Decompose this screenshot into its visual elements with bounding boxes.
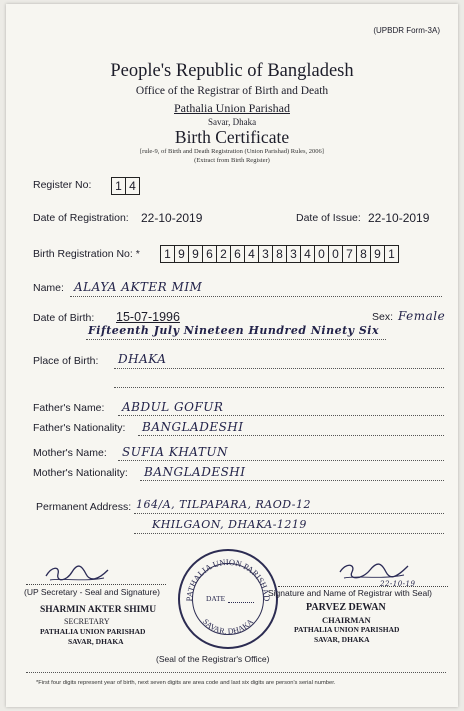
birth-reg-digit: 0 [314,245,329,263]
place-of-birth-value: DHAKA [118,352,167,366]
registration-date-label: Date of Registration: [33,212,129,224]
mothers-name-value: SUFIA KHATUN [122,445,228,459]
fathers-nationality-label: Father's Nationality: [33,422,126,434]
register-digit: 4 [125,177,140,195]
name-dotted-line [70,296,442,297]
birth-reg-digit: 9 [188,245,203,263]
registrar-sign-line [278,586,448,587]
secretary-caption: (UP Secretary - Seal and Signature) [24,587,160,597]
registrar-seal [178,549,278,649]
birth-reg-digit: 3 [286,245,301,263]
seal-text-ring [180,551,276,647]
registrar-caption: Signature and Name of Registrar with Seal) [268,588,432,598]
sex-value: Female [398,309,446,323]
registrar-name: PARVEZ DEWAN [306,602,386,613]
registrar-signed-date: 22-10-19 [380,580,416,588]
seal-date-line [228,602,254,603]
permanent-address-line2: KHILGAON, DHAKA-1219 [152,518,307,531]
birth-reg-digit: 9 [370,245,385,263]
rule-note: [rule-9, of Birth and Death Registration (Union Parishad) Rules, 2006] [140,148,324,155]
birth-reg-digit: 0 [328,245,343,263]
birth-reg-no-boxes [160,245,398,263]
union-title: Pathalia Union Parishad [174,101,290,115]
birth-reg-digit: 6 [202,245,217,263]
office-title: Office of the Registrar of Birth and Death [135,85,329,97]
seal-bottom-text: SAVAR, DHAKA [200,617,256,637]
mothers-name-dotted-line [118,460,444,461]
certificate-paper [6,4,458,707]
place-of-birth-dotted-line-2 [114,387,444,388]
name-value: ALAYA AKTER MIM [74,280,203,294]
fathers-name-dotted-line [118,415,444,416]
register-no-boxes [111,177,139,195]
seal-caption: (Seal of the Registrar's Office) [156,654,270,664]
registrar-designation: CHAIRMAN [322,615,371,625]
registrar-place: SAVAR, DHAKA [314,635,370,644]
mothers-nationality-label: Mother's Nationality: [33,467,128,479]
sex-label: Sex: [372,311,394,323]
fathers-name-label: Father's Name: [33,402,105,414]
permanent-address-label: Permanent Address: [36,501,132,513]
mothers-name-label: Mother's Name: [33,447,107,459]
registrar-office: PATHALIA UNION PARISHAD [294,625,400,634]
seal-center-text: DATE [206,594,226,603]
country-title: People's Republic of Bangladesh [110,61,354,81]
birth-reg-digit: 2 [216,245,231,263]
secretary-place: SAVAR, DHAKA [68,637,124,646]
issue-date-label: Date of Issue: [296,212,361,224]
secretary-name: SHARMIN AKTER SHIMU [40,605,157,615]
permanent-address-line1: 164/A, TILPAPARA, RAOD-12 [136,498,311,511]
secretary-office: PATHALIA UNION PARISHAD [40,627,146,636]
register-digit: 1 [111,177,126,195]
dob-in-words: Fifteenth July Nineteen Hundred Ninety Six [88,324,380,337]
seal-top-text: PATHALIA UNION PARISHAD [183,556,273,602]
issue-date-value: 22-10-2019 [368,211,430,225]
birth-reg-no-label: Birth Registration No: * [33,248,140,260]
fathers-nationality-value: BANGLADESHI [142,420,244,434]
dob-value: 15-07-1996 [116,310,180,324]
birth-reg-digit: 4 [300,245,315,263]
extract-note: (Extract from Birth Register) [194,157,270,164]
secretary-sign-line [26,584,166,585]
birth-reg-digit: 6 [230,245,245,263]
address-dotted-line [134,513,444,514]
dob-dotted-line [86,339,386,340]
certificate-title: Birth Certificate [174,127,290,147]
footnote: *First four digits represent year of birth, next seven digits are area code and last six digits are person's serial number. [36,680,336,686]
secretary-designation: SECRETARY [64,617,110,626]
footnote-separator [26,672,446,673]
birth-reg-digit: 7 [342,245,357,263]
mothers-nationality-value: BANGLADESHI [144,465,246,479]
dob-label: Date of Birth: [33,312,95,324]
location-title: Savar, Dhaka [207,117,257,127]
place-of-birth-label: Place of Birth: [33,355,99,367]
address-dotted-line-2 [134,533,444,534]
register-no-label: Register No: [33,179,92,191]
form-code: (UPBDR Form-3A) [373,26,440,35]
birth-reg-digit: 1 [160,245,175,263]
birth-reg-digit: 9 [174,245,189,263]
place-of-birth-dotted-line [114,368,444,369]
birth-reg-digit: 8 [356,245,371,263]
fathers-nationality-dotted-line [138,435,444,436]
birth-reg-digit: 1 [384,245,399,263]
mothers-nationality-dotted-line [140,480,444,481]
birth-reg-digit: 3 [258,245,273,263]
birth-reg-digit: 8 [272,245,287,263]
fathers-name-value: ABDUL GOFUR [122,400,224,414]
birth-reg-digit: 4 [244,245,259,263]
name-label: Name: [33,282,64,294]
registration-date-value: 22-10-2019 [141,211,203,225]
